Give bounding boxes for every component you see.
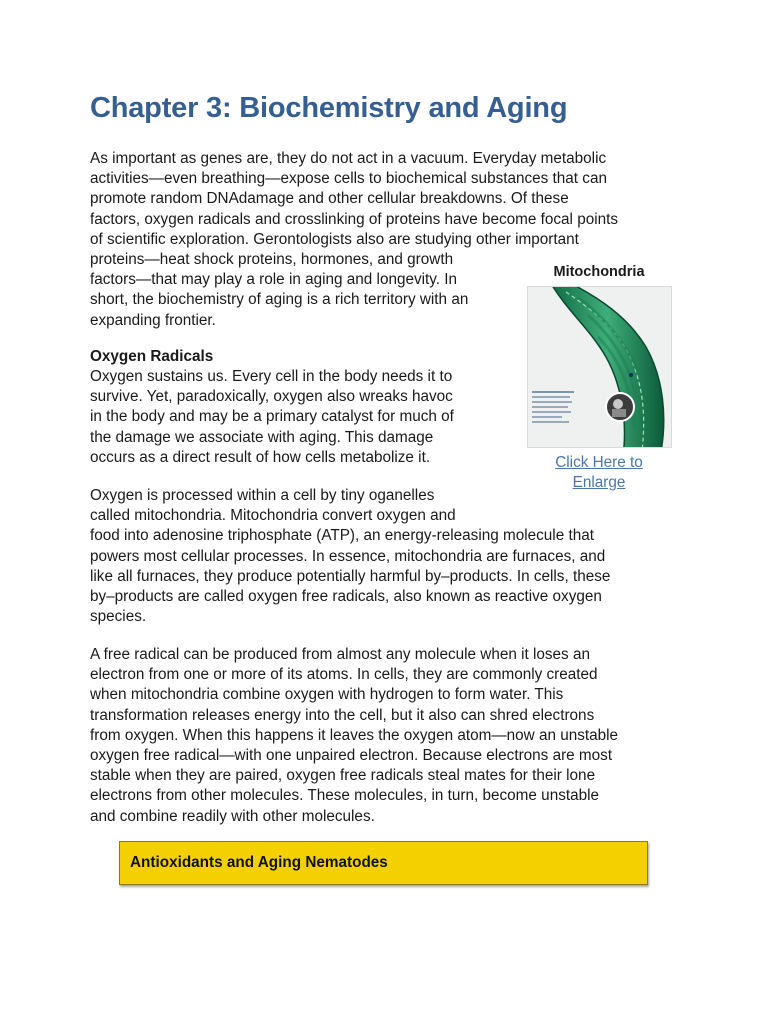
oxygen-paragraph [90, 367, 510, 468]
mitochondria-illustration [528, 287, 671, 447]
text-line: short, the biochemistry of aging is a rich territory with an [90, 291, 469, 309]
free-radical-paragraph [90, 645, 690, 827]
callout-label: Antioxidants and Aging Nematodes [130, 854, 388, 871]
text-line: activities—even breathing—expose cells to biochemical substances that can [90, 170, 607, 188]
text-line: the damage we associate with aging. This damage [90, 428, 434, 446]
link-line: Click Here to [555, 454, 643, 471]
text-line: food into adenosine triphosphate (ATP), an energy-releasing molecule that [90, 527, 594, 545]
text-line: when mitochondria combine oxygen with hydrogen to form water. This [90, 686, 564, 704]
text-line: species. [90, 608, 147, 626]
antioxidants-callout-button[interactable] [119, 841, 648, 885]
text-line: transformation releases energy into the cell, but it also can shred electrons [90, 706, 595, 724]
mitochondria-figure [524, 264, 674, 493]
text-line: of scientific exploration. Gerontologists also are studying other important [90, 230, 579, 248]
text-line: from oxygen. When this happens it leaves the oxygen atom—now an unstable [90, 726, 619, 744]
mitochondria-paragraph [90, 486, 690, 627]
figure-caption: Mitochondria [553, 264, 645, 280]
text-line: called mitochondria. Mitochondria convert oxygen and [90, 507, 456, 525]
text-line: occurs as a direct result of how cells metabolize it. [90, 448, 431, 466]
text-line: factors, oxygen radicals and crosslinking of proteins have become focal points [90, 210, 619, 228]
text-line: survive. Yet, paradoxically, oxygen also wreaks havoc [90, 388, 453, 406]
text-line: in the body and may be a primary catalyst for much of [90, 408, 454, 426]
text-line: and combine readily with other molecules. [90, 807, 375, 825]
text-line: promote random DNAdamage and other cellular breakdowns. Of these [90, 190, 569, 208]
text-line: powers most cellular processes. In essence, mitochondria are furnaces, and [90, 547, 606, 565]
text-line: Oxygen sustains us. Every cell in the body needs it to [90, 368, 453, 385]
text-line: oxygen free radical—with one unpaired electron. Because electrons are most [90, 747, 613, 765]
link-line: Enlarge [572, 474, 626, 492]
mitochondria-image[interactable] [527, 286, 672, 448]
chapter-title: Chapter 3: Biochemistry and Aging [90, 92, 568, 124]
text-line: electron from one or more of its atoms. In cells, they are commonly created [90, 666, 598, 684]
section-heading: Oxygen Radicals [90, 348, 214, 365]
text-line: by–products are called oxygen free radicals, also known as reactive oxygen [90, 588, 602, 606]
text-line: expanding frontier. [90, 311, 216, 329]
text-line: electrons from other molecules. These molecules, in turn, become unstable [90, 787, 600, 805]
text-line: Oxygen is processed within a cell by tiny oganelles [90, 487, 435, 504]
text-line: proteins—heat shock proteins, hormones, and growth [90, 251, 454, 269]
text-line: factors—that may play a role in aging and longevity. In [90, 271, 458, 289]
text-line: stable when they are paired, oxygen free radicals steal mates for their lone [90, 767, 596, 785]
enlarge-link[interactable] [524, 453, 674, 493]
text-line: like all furnaces, they produce potentially harmful by–products. In cells, these [90, 567, 611, 585]
text-line: As important as genes are, they do not act in a vacuum. Everyday metabolic [90, 150, 607, 167]
text-line: A free radical can be produced from almost any molecule when it loses an [90, 646, 590, 663]
